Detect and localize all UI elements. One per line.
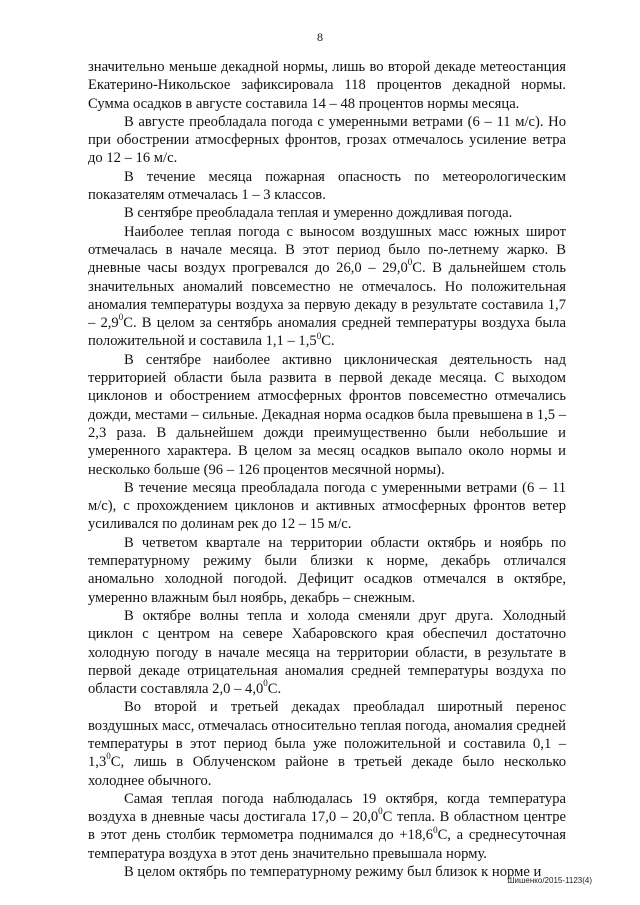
paragraph xyxy=(88,58,566,113)
document-code: Шишенко/2015-1123(4) xyxy=(507,876,592,885)
paragraph-text: Самая теплая погода наблюдалась 19 октября, когда температура воздуха в дневные часы достигала 17,0 – 20,0 xyxy=(88,790,566,826)
paragraph-text: С тепла. В областном центре в этот день столбик термометра поднимался до +18,6 xyxy=(88,809,566,844)
degree-superscript: 0 xyxy=(106,751,111,762)
paragraph-text: С. В целом за сентябрь аномалия средней температуры воздуха была положительной и составила 1,1 – 1,5 xyxy=(88,315,566,350)
paragraph xyxy=(88,790,566,863)
paragraph xyxy=(88,698,566,789)
paragraph-text: В сентябре наиболее активно циклоническая деятельность над территорией области была развита в первой декаде месяца. С выходом циклонов и обострением атмосферных фронтов повсеместно отмечались дожди, местами – сильные. Декадная норма осадков была превышена в 1,5 – 2,3 раза. В дальнейшем дожди преимущественно были небольшие и умеренного характера. В целом за месяц осадков выпало около нормы и несколько больше (96 – 126 процентов месячной нормы). xyxy=(88,351,566,478)
degree-superscript: 0 xyxy=(407,257,413,268)
paragraph-text: В четветом квартале на территории области октябрь и ноябрь по температурному режиму были близки к норме, декабрь отличался аномально холодной погодой. Дефицит осадков отмечался в октябре, умеренно влажным был ноябрь, декабрь – снежным. xyxy=(88,534,566,606)
paragraph-text: значительно меньше декадной нормы, лишь во второй декаде метеостанция Екатерино-Никольское зафиксировала 118 процентов декадной нормы. Сумма осадков в августе составила 14 – 48 процентов нормы месяца. xyxy=(88,59,566,112)
paragraph-text: В течение месяца преобладала погода с умеренными ветрами (6 – 11 м/с), с прохождением циклонов и активных атмосферных фронтов ветер усиливался по долинам рек до 12 – 15 м/с. xyxy=(88,479,566,533)
paragraph-text: Наиболее теплая погода с выносом воздушных масс южных широт отмечалась в начале месяца. В этот период было по-летнему жарко. В дневные часы воздух прогревался до 26,0 – 29,0 xyxy=(88,223,566,277)
paragraph-text: В августе преобладала погода с умеренными ветрами (6 – 11 м/с). Но при обострении атмосферных фронтов, грозах отмечалось усиление ветра до 12 – 16 м/с. xyxy=(88,113,566,167)
paragraph xyxy=(88,168,566,205)
paragraph-text: С, а среднесуточная температура воздуха в этот день значительно превышала норму. xyxy=(88,827,566,862)
degree-superscript: 0 xyxy=(118,312,124,323)
paragraph-text: С. В дальнейшем столь значительных аномалий повсеместно не отмечалось. Но положительная аномалия температуры воздуха за первую декаду в результате составила 1,7 – 2,9 xyxy=(88,260,566,332)
paragraph-text: С. xyxy=(321,333,335,350)
paragraph xyxy=(88,607,566,698)
paragraph xyxy=(88,223,566,351)
paragraph xyxy=(88,479,566,534)
paragraph-text: В октябре волны тепла и холода сменяли друг друга. Холодный циклон с центром на севере Хабаровского края обеспечил достаточно холодную погоду в начале месяца на территории области, в результате в первой декаде отрицательная аномалия средней температуры воздуха по области составляла 2,0 – 4,0 xyxy=(88,607,566,698)
paragraph-text: Во второй и третьей декадах преобладал широтный перенос воздушных масс, отмечалась относительно теплая погода, аномалия средней температуры в этот период была уже положительной и составила 0,1 – 1,3 xyxy=(88,699,566,771)
paragraph-text: В течение месяца пожарная опасность по метеорологическим показателям отмечалась 1 – 3 классов. xyxy=(88,168,566,204)
paragraph xyxy=(88,863,566,881)
paragraph xyxy=(88,351,566,479)
document-body xyxy=(88,58,566,881)
page-number: 8 xyxy=(317,30,323,44)
paragraph-text: В сентябре преобладала теплая и умеренно дождливая погода. xyxy=(124,205,513,222)
paragraph xyxy=(88,204,566,222)
degree-superscript: 0 xyxy=(433,824,438,835)
degree-superscript: 0 xyxy=(263,678,268,689)
paragraph-text: В целом октябрь по температурному режиму был близок к норме и xyxy=(124,864,542,881)
paragraph-text: С. xyxy=(267,681,282,698)
paragraph-text: С, лишь в Облученском районе в третьей декаде было несколько холоднее обычного. xyxy=(88,754,566,789)
paragraph xyxy=(88,534,566,607)
degree-superscript: 0 xyxy=(378,806,383,817)
degree-superscript: 0 xyxy=(316,330,322,341)
paragraph xyxy=(88,113,566,168)
